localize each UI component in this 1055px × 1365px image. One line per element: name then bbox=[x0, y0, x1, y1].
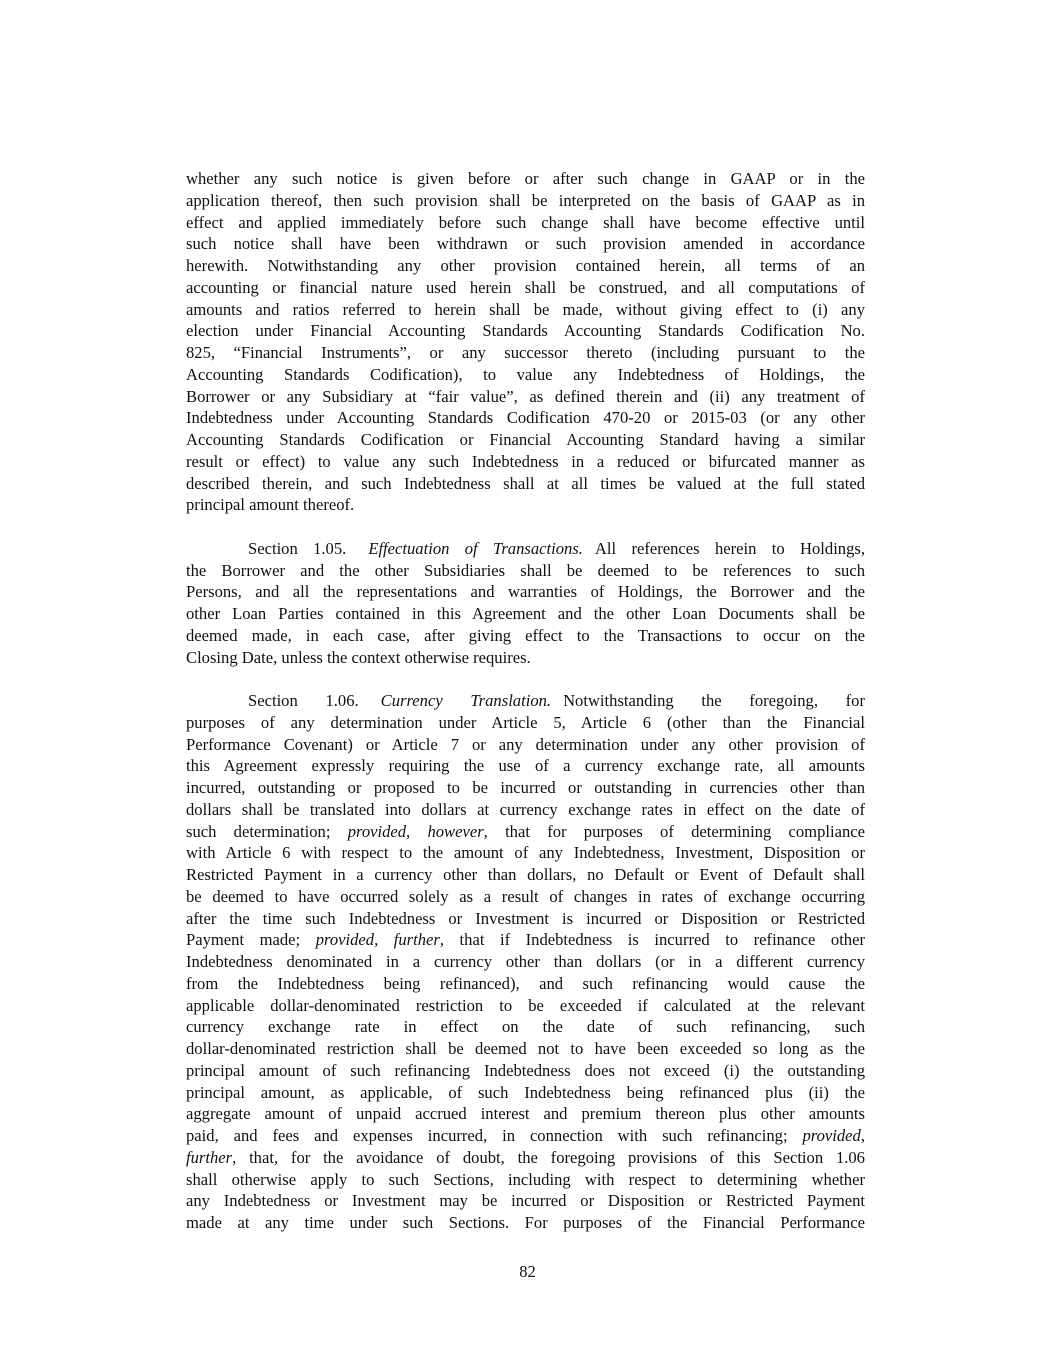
text-line: Accounting Standards Codification), to value any Indebtedness of Holdings, the bbox=[186, 364, 865, 384]
text-line: election under Financial Accounting Standards Accounting Standards Codification No. bbox=[186, 321, 865, 341]
italic-term: further bbox=[186, 1147, 233, 1167]
text-line: this Agreement expressly requiring the use of a currency exchange rate, all amounts bbox=[186, 756, 865, 776]
text-line: with Article 6 with respect to the amount of any Indebtedness, Investment, Disposition or bbox=[186, 843, 865, 863]
text-line: such notice shall have been withdrawn or such provision amended in accordance bbox=[186, 234, 865, 254]
page-number: 82 bbox=[519, 1262, 536, 1281]
text-fragment: , bbox=[374, 930, 394, 950]
section-title: Effectuation of Transactions. bbox=[368, 538, 583, 558]
text-line: accounting or financial nature used herein shall be construed, and all computations of bbox=[186, 277, 865, 297]
text-line: Indebtedness under Accounting Standards Codification 470-20 or 2015-03 (or any other bbox=[186, 408, 865, 428]
text-line: Persons, and all the representations and warranties of Holdings, the Borrower and the bbox=[186, 582, 865, 602]
text-line: aggregate amount of unpaid accrued interest and premium thereon plus other amounts bbox=[186, 1104, 865, 1124]
text-line: principal amount thereof. bbox=[186, 495, 355, 515]
text-line bbox=[186, 929, 865, 951]
text-line: result or effect) to value any such Indebtedness in a reduced or bifurcated manner as bbox=[186, 451, 865, 471]
text-fragment: Payment made; bbox=[186, 930, 316, 950]
text-line: incurred, outstanding or proposed to be incurred or outstanding in currencies other than bbox=[186, 778, 865, 797]
section-heading-line bbox=[186, 690, 865, 712]
text-line: principal amount, as applicable, of such Indebtedness being refinanced plus (ii) the bbox=[186, 1082, 865, 1102]
text-line: currency exchange rate in effect on the date of such refinancing, such bbox=[186, 1017, 865, 1037]
text-line: described therein, and such Indebtedness shall at all times be valued at the full stated bbox=[186, 473, 865, 493]
text-line bbox=[186, 1125, 865, 1147]
text-line: applicable dollar-denominated restriction to be exceeded if calculated at the relevant bbox=[186, 995, 865, 1015]
text-fragment: All references herein to Holdings, bbox=[594, 538, 866, 558]
italic-term: further bbox=[393, 930, 440, 950]
continuation-paragraph bbox=[186, 168, 865, 516]
text-line: made at any time under such Sections. For purposes of the Financial Performance bbox=[186, 1213, 865, 1232]
text-line: amounts and ratios referred to herein shall be made, without giving effect to (i) any bbox=[186, 299, 865, 319]
italic-term: , bbox=[273, 1147, 279, 1167]
text-line: other Loan Parties contained in this Agreement and the other Loan Documents shall be bbox=[186, 604, 865, 623]
text-line: Accounting Standards Codification or Financial Accounting Standard having a similar bbox=[186, 430, 865, 449]
text-line bbox=[186, 1147, 865, 1169]
italic-term: provided, however bbox=[347, 821, 484, 841]
text-line: be deemed to have occurred solely as a result of changes in rates of exchange occurring bbox=[186, 886, 865, 906]
text-line: whether any such notice is given before or after such change in GAAP or in the bbox=[186, 169, 865, 188]
text-line bbox=[186, 821, 865, 843]
italic-term: provided bbox=[802, 1126, 861, 1145]
text-line: Borrower or any Subsidiary at “fair value”, as defined therein and (ii) any treatment of bbox=[186, 386, 865, 406]
body-text bbox=[186, 168, 865, 1234]
text-line: Performance Covenant) or Article 7 or any determination under any other provision of bbox=[186, 734, 865, 754]
text-line: 825, “Financial Instruments”, or any successor thereto (including pursuant to the bbox=[186, 343, 865, 362]
text-line: Restricted Payment in a currency other than dollars, no Default or Event of Default shall bbox=[186, 865, 865, 884]
text-line: deemed made, in each case, after giving effect to the Transactions to occur on the bbox=[186, 625, 865, 645]
italic-term: provided bbox=[315, 930, 375, 950]
text-fragment: , that bbox=[232, 1147, 274, 1167]
text-fragment: , bbox=[860, 1126, 865, 1145]
text-line: effect and applied immediately before such change shall have become effective until bbox=[186, 212, 865, 232]
section-title: Currency Translation. bbox=[380, 691, 552, 710]
text-line: purposes of any determination under Article 5, Article 6 (other than the Financial bbox=[186, 712, 865, 732]
text-line: from the Indebtedness being refinanced), and such refinancing would cause the bbox=[186, 973, 865, 993]
text-line: herewith. Notwithstanding any other provision contained herein, all terms of an bbox=[186, 256, 865, 275]
text-fragment: , that if Indebtedness is incurred to refinance other bbox=[439, 930, 865, 950]
section-1-06 bbox=[186, 690, 865, 1234]
text-line: Closing Date, unless the context otherwise requires. bbox=[186, 647, 531, 667]
text-fragment: , that for purposes of determining compliance bbox=[483, 821, 866, 841]
text-line: application thereof, then such provision shall be interpreted on the basis of GAAP as in bbox=[186, 190, 865, 210]
text-line: after the time such Indebtedness or Investment is incurred or Disposition or Restricted bbox=[186, 908, 865, 928]
text-fragment: paid, and fees and expenses incurred, in connection with such refinancing; bbox=[186, 1126, 803, 1145]
section-heading-line bbox=[186, 538, 865, 560]
text-line: any Indebtedness or Investment may be incurred or Disposition or Restricted Payment bbox=[186, 1191, 865, 1211]
text-line: dollar-denominated restriction shall be deemed not to have been exceeded so long as the bbox=[186, 1039, 865, 1058]
text-line: the Borrower and the other Subsidiaries shall be deemed to be references to such bbox=[186, 560, 865, 580]
text-line: principal amount of such refinancing Indebtedness does not exceed (i) the outstanding bbox=[186, 1060, 865, 1080]
text-fragment: Notwithstanding the foregoing, for bbox=[563, 691, 865, 710]
section-number: Section 1.06. bbox=[248, 691, 359, 710]
text-line: shall otherwise apply to such Sections, including with respect to determining whether bbox=[186, 1169, 865, 1189]
text-fragment: such determination; bbox=[186, 821, 348, 841]
text-fragment: for the avoidance of doubt, the foregoing provisions of this Section 1.06 bbox=[278, 1147, 865, 1167]
paragraph-gap bbox=[186, 668, 865, 690]
section-number: Section 1.05. bbox=[248, 538, 347, 558]
text-line: Indebtedness denominated in a currency other than dollars (or in a different currency bbox=[186, 952, 865, 971]
text-line: dollars shall be translated into dollars at currency exchange rates in effect on the date of bbox=[186, 799, 865, 819]
paragraph-gap bbox=[186, 516, 865, 538]
section-1-05 bbox=[186, 538, 865, 669]
